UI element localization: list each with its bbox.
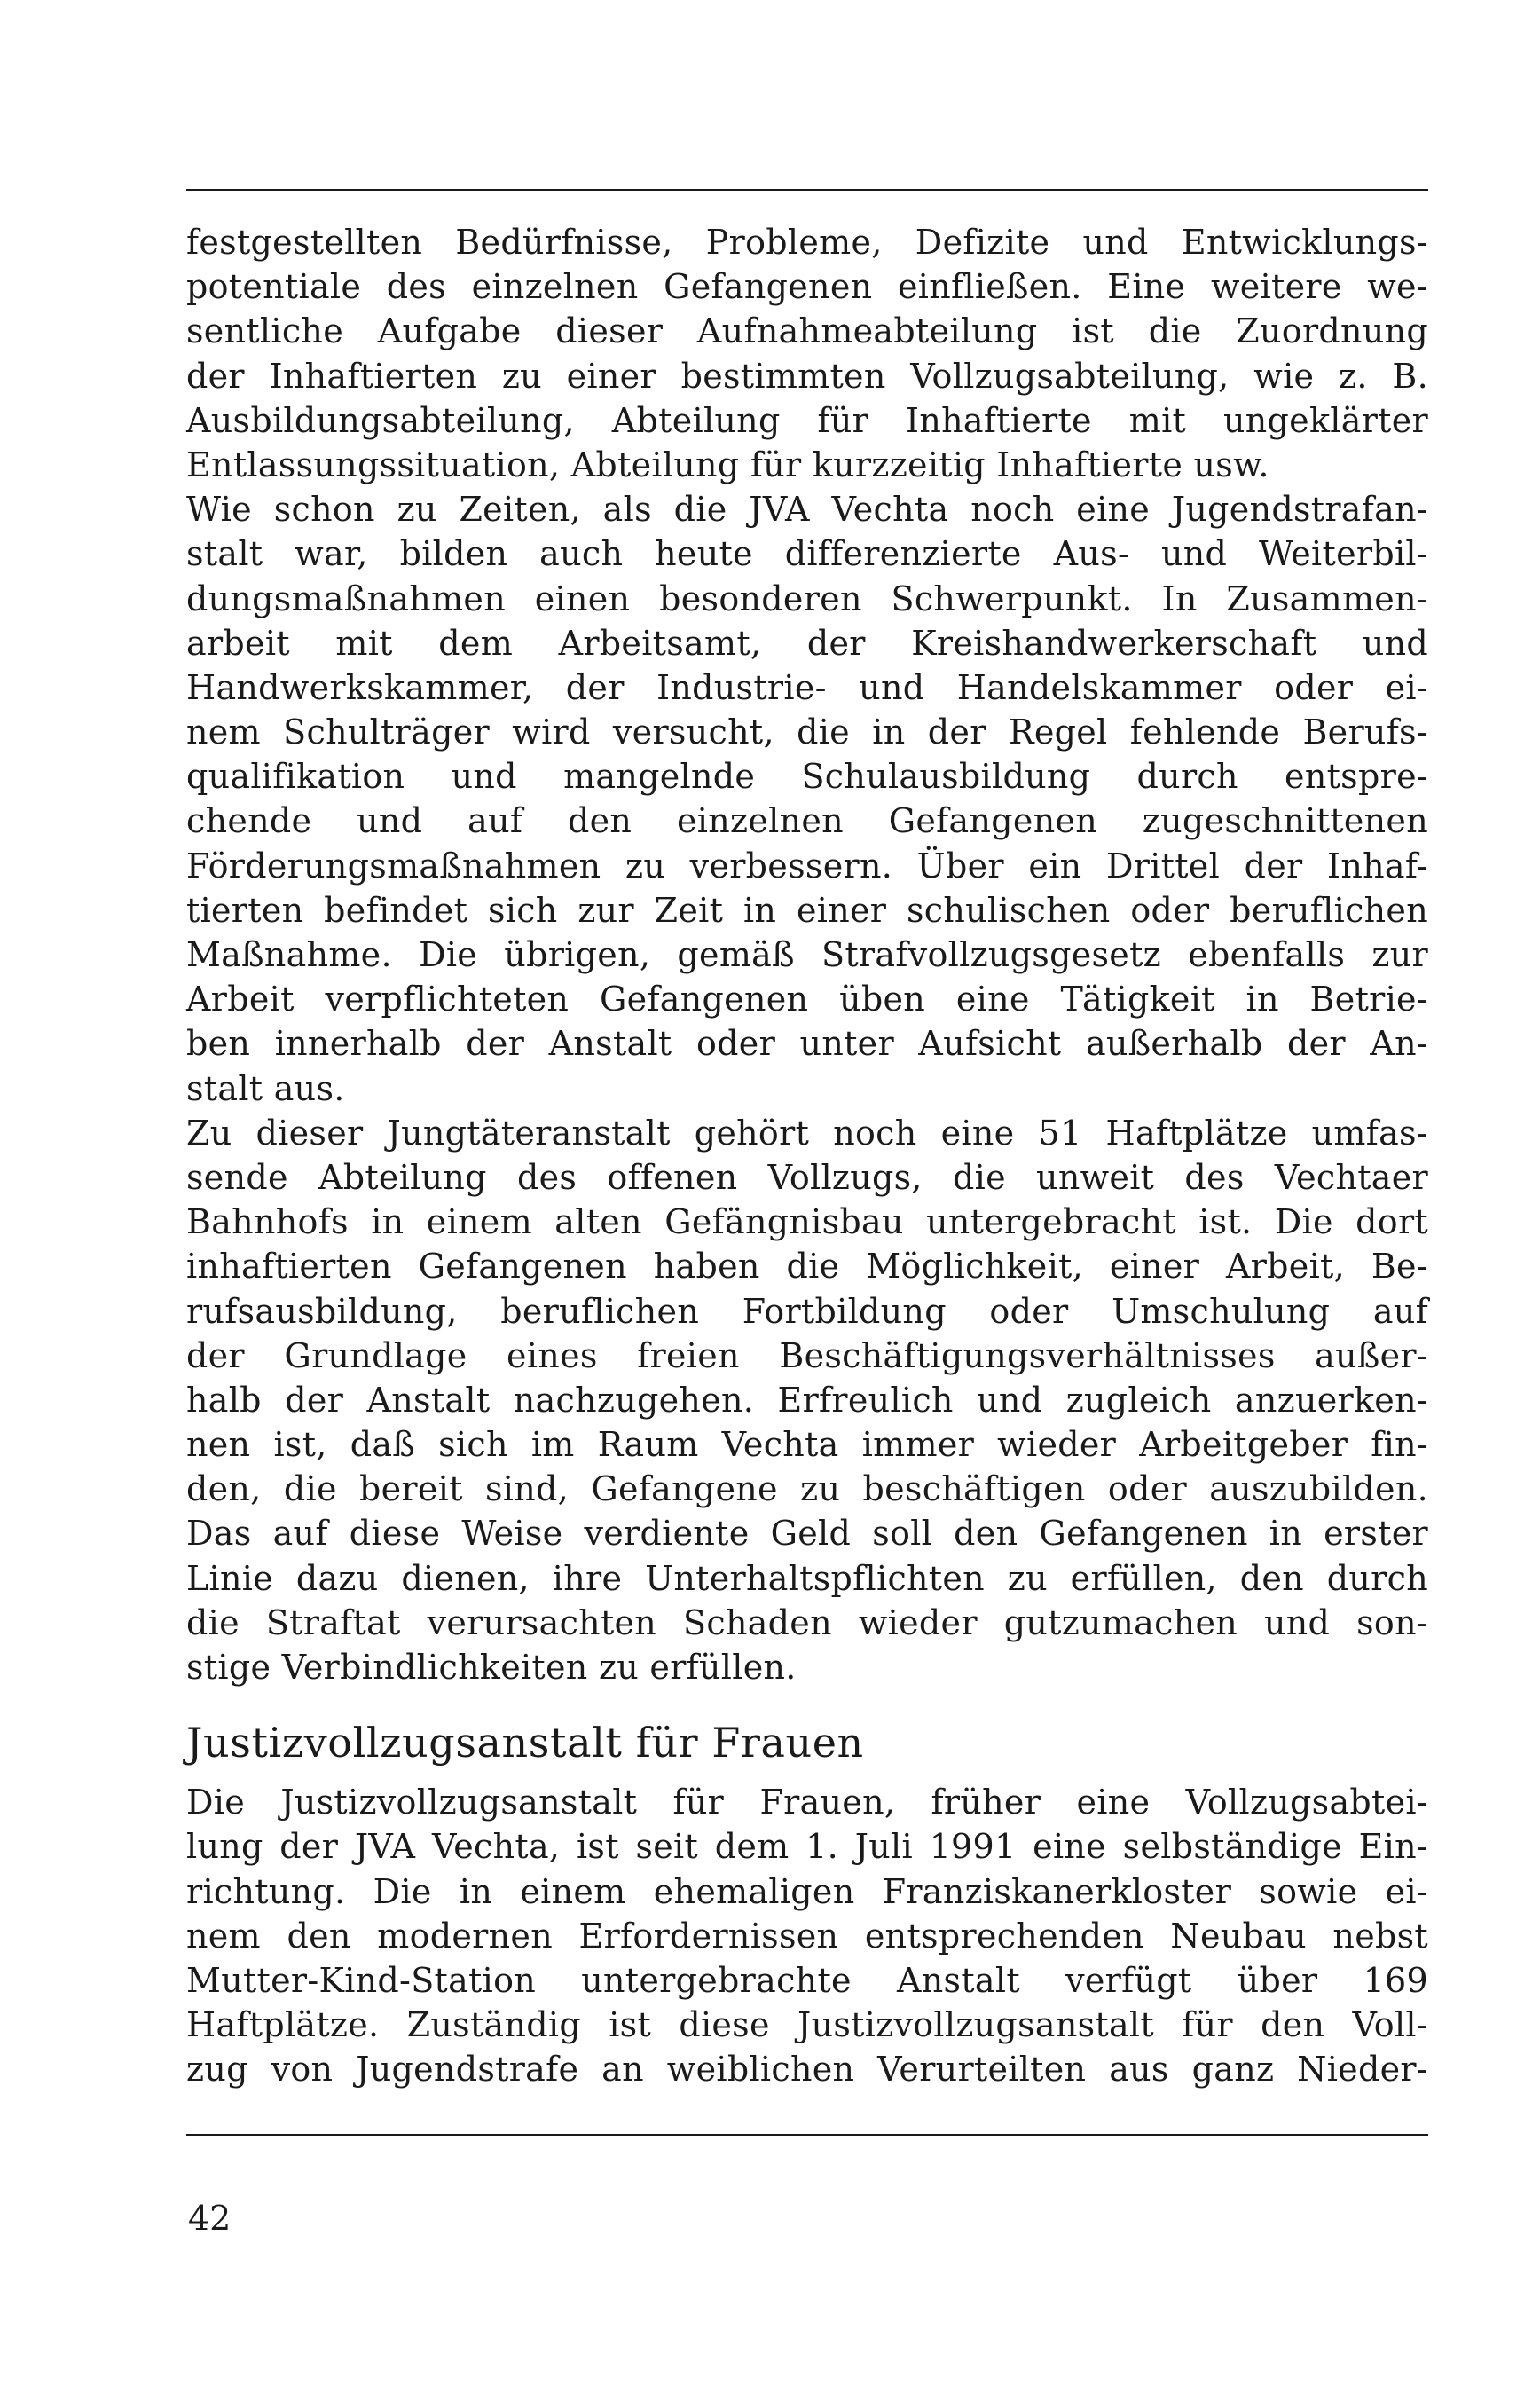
text-line: sentliche Aufgabe dieser Aufnahmeabteilung ist die Zuordnung	[186, 311, 1428, 351]
text-line: zug von Jugendstrafe an weiblichen Verurteilten aus ganz Nieder-	[186, 2050, 1428, 2090]
text-line: Zu dieser Jungtäteranstalt gehört noch eine 51 Haftplätze umfas-	[186, 1113, 1428, 1153]
text-line: chende und auf den einzelnen Gefangenen zugeschnittenen	[186, 801, 1428, 841]
paragraph-intake	[186, 220, 1428, 487]
paragraph-open-prison	[186, 1111, 1428, 1689]
text-line: richtung. Die in einem ehemaligen Franziskanerkloster sowie ei-	[186, 1871, 1428, 1911]
text-line: Entlassungssituation, Abteilung für kurzzeitig Inhaftierte usw.	[186, 445, 1269, 484]
text-line: Bahnhofs in einem alten Gefängnisbau untergebracht ist. Die dort	[186, 1202, 1428, 1242]
text-line: festgestellten Bedürfnisse, Probleme, Defizite und Entwicklungs-	[186, 223, 1428, 262]
text-line: Haftplätze. Zuständig ist diese Justizvollzugsanstalt für den Voll-	[186, 2005, 1428, 2045]
text-line: potentiale des einzelnen Gefangenen einfließen. Eine weitere we-	[186, 267, 1428, 307]
text-line: lung der JVA Vechta, ist seit dem 1. Juli 1991 eine selbständige Ein-	[186, 1827, 1428, 1867]
text-line: Linie dazu dienen, ihre Unterhaltspflichten zu erfüllen, den durch	[186, 1558, 1428, 1598]
page-number: 42	[188, 2199, 232, 2238]
text-line: stalt aus.	[186, 1068, 345, 1108]
text-line: qualifikation und mangelnde Schulausbildung durch entspre-	[186, 757, 1428, 797]
text-line: inhaftierten Gefangenen haben die Möglichkeit, einer Arbeit, Be-	[186, 1247, 1428, 1287]
paragraph-women-prison	[186, 1780, 1428, 2091]
paragraph-education	[186, 487, 1428, 1111]
top-rule	[186, 189, 1428, 191]
text-line: rufsausbildung, beruflichen Fortbildung oder Umschulung auf	[186, 1291, 1428, 1331]
text-line: Das auf diese Weise verdiente Geld soll den Gefangenen in erster	[186, 1514, 1428, 1554]
text-line: Wie schon zu Zeiten, als die JVA Vechta noch eine Jugendstrafan-	[186, 490, 1428, 530]
text-line: Die Justizvollzugsanstalt für Frauen, früher eine Vollzugsabtei-	[186, 1783, 1428, 1822]
text-line: Arbeit verpflichteten Gefangenen üben eine Tätigkeit in Betrie-	[186, 980, 1428, 1019]
text-line: arbeit mit dem Arbeitsamt, der Kreishandwerkerschaft und	[186, 623, 1428, 663]
text-line: den, die bereit sind, Gefangene zu beschäftigen oder auszubilden.	[186, 1469, 1428, 1509]
text-line: der Inhaftierten zu einer bestimmten Vollzugsabteilung, wie z. B.	[186, 356, 1428, 396]
text-line: Maßnahme. Die übrigen, gemäß Strafvollzugsgesetz ebenfalls zur	[186, 935, 1428, 974]
text-line: stige Verbindlichkeiten zu erfüllen.	[186, 1648, 797, 1687]
text-line: stalt war, bilden auch heute differenzierte Aus- und Weiterbil-	[186, 534, 1428, 574]
text-line: dungsmaßnahmen einen besonderen Schwerpunkt. In Zusammen-	[186, 579, 1428, 618]
text-line: nem den modernen Erfordernissen entsprechenden Neubau nebst	[186, 1916, 1428, 1956]
bottom-rule	[186, 2134, 1428, 2136]
text-line: sende Abteilung des offenen Vollzugs, die unweit des Vechtaer	[186, 1157, 1428, 1197]
text-line: Handwerkskammer, der Industrie- und Handelskammer oder ei-	[186, 667, 1428, 707]
text-line: Ausbildungsabteilung, Abteilung für Inhaftierte mit ungeklärter	[186, 400, 1428, 440]
text-line: halb der Anstalt nachzugehen. Erfreulich und zugleich anzuerken-	[186, 1380, 1428, 1420]
text-line: ben innerhalb der Anstalt oder unter Aufsicht außerhalb der An-	[186, 1024, 1428, 1064]
section-heading: Justizvollzugsanstalt für Frauen	[186, 1719, 864, 1767]
text-line: die Straftat verursachten Schaden wieder gutzumachen und son-	[186, 1602, 1428, 1642]
text-line: der Grundlage eines freien Beschäftigungsverhältnisses außer-	[186, 1335, 1428, 1375]
text-line: nen ist, daß sich im Raum Vechta immer wieder Arbeitgeber fin-	[186, 1425, 1428, 1465]
text-line: tierten befindet sich zur Zeit in einer schulischen oder beruflichen	[186, 890, 1428, 930]
text-line: Mutter-Kind-Station untergebrachte Anstalt verfügt über 169	[186, 1960, 1428, 2000]
text-line: Förderungsmaßnahmen zu verbessern. Über ein Drittel der Inhaf-	[186, 846, 1428, 886]
text-line: nem Schulträger wird versucht, die in der Regel fehlende Berufs-	[186, 712, 1428, 752]
page-body	[186, 220, 1428, 2092]
